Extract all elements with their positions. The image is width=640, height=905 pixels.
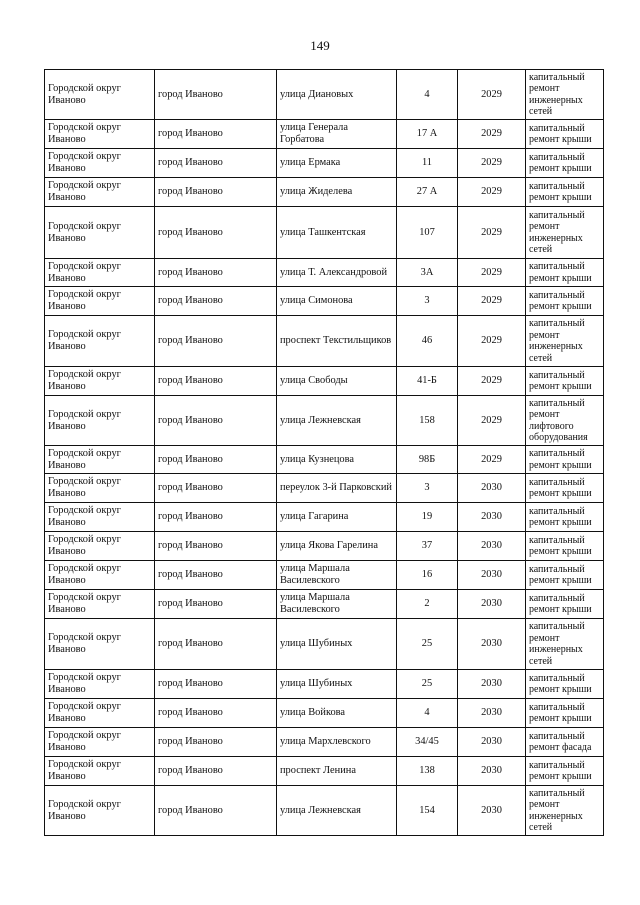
table-row: [45, 149, 604, 178]
street-cell: улица Лежневская: [277, 396, 397, 446]
district-cell: Городской округ Иваново: [45, 670, 155, 699]
table-row: [45, 786, 604, 836]
city-cell: город Иваново: [155, 178, 277, 207]
street-cell: улица Маршала Василевского: [277, 590, 397, 619]
street-cell: проспект Ленина: [277, 757, 397, 786]
year-cell: 2029: [458, 367, 526, 396]
district-cell: Городской округ Иваново: [45, 474, 155, 503]
street-cell: улица Мархлевского: [277, 728, 397, 757]
table-row: [45, 178, 604, 207]
district-cell: Городской округ Иваново: [45, 149, 155, 178]
district-cell: Городской округ Иваново: [45, 367, 155, 396]
house-number-cell: 25: [397, 619, 458, 670]
year-cell: 2029: [458, 178, 526, 207]
district-cell: Городской округ Иваново: [45, 728, 155, 757]
city-cell: город Иваново: [155, 70, 277, 120]
year-cell: 2029: [458, 316, 526, 367]
work-type-cell: капитальный ремонт инженерных сетей: [526, 316, 604, 367]
street-cell: улица Шубиных: [277, 670, 397, 699]
street-cell: улица Ермака: [277, 149, 397, 178]
city-cell: город Иваново: [155, 446, 277, 474]
year-cell: 2029: [458, 120, 526, 149]
city-cell: город Иваново: [155, 259, 277, 287]
street-cell: улица Маршала Василевского: [277, 561, 397, 590]
city-cell: город Иваново: [155, 670, 277, 699]
year-cell: 2029: [458, 287, 526, 316]
house-number-cell: 19: [397, 503, 458, 532]
work-type-cell: капитальный ремонт крыши: [526, 259, 604, 287]
district-cell: Городской округ Иваново: [45, 532, 155, 561]
table-row: [45, 259, 604, 287]
district-cell: Городской округ Иваново: [45, 259, 155, 287]
city-cell: город Иваново: [155, 149, 277, 178]
work-type-cell: капитальный ремонт крыши: [526, 474, 604, 503]
district-cell: Городской округ Иваново: [45, 446, 155, 474]
year-cell: 2030: [458, 561, 526, 590]
city-cell: город Иваново: [155, 120, 277, 149]
year-cell: 2030: [458, 786, 526, 836]
house-number-cell: 107: [397, 207, 458, 259]
house-number-cell: 138: [397, 757, 458, 786]
city-cell: город Иваново: [155, 474, 277, 503]
city-cell: город Иваново: [155, 396, 277, 446]
work-type-cell: капитальный ремонт крыши: [526, 446, 604, 474]
work-type-cell: капитальный ремонт крыши: [526, 503, 604, 532]
house-number-cell: 16: [397, 561, 458, 590]
table-row: [45, 590, 604, 619]
district-cell: Городской округ Иваново: [45, 70, 155, 120]
district-cell: Городской округ Иваново: [45, 207, 155, 259]
city-cell: город Иваново: [155, 590, 277, 619]
work-type-cell: капитальный ремонт крыши: [526, 120, 604, 149]
year-cell: 2030: [458, 670, 526, 699]
house-number-cell: 3А: [397, 259, 458, 287]
work-type-cell: капитальный ремонт крыши: [526, 178, 604, 207]
year-cell: 2029: [458, 70, 526, 120]
street-cell: улица Симонова: [277, 287, 397, 316]
district-cell: Городской округ Иваново: [45, 619, 155, 670]
page-number: 149: [310, 38, 330, 53]
street-cell: улица Жиделева: [277, 178, 397, 207]
year-cell: 2030: [458, 699, 526, 728]
city-cell: город Иваново: [155, 503, 277, 532]
work-type-cell: капитальный ремонт крыши: [526, 590, 604, 619]
work-type-cell: капитальный ремонт инженерных сетей: [526, 619, 604, 670]
street-cell: улица Войкова: [277, 699, 397, 728]
house-number-cell: 98Б: [397, 446, 458, 474]
city-cell: город Иваново: [155, 287, 277, 316]
city-cell: город Иваново: [155, 367, 277, 396]
work-type-cell: капитальный ремонт крыши: [526, 532, 604, 561]
table-row: [45, 367, 604, 396]
work-type-cell: капитальный ремонт крыши: [526, 561, 604, 590]
city-cell: город Иваново: [155, 619, 277, 670]
work-type-cell: капитальный ремонт инженерных сетей: [526, 786, 604, 836]
city-cell: город Иваново: [155, 757, 277, 786]
year-cell: 2029: [458, 446, 526, 474]
work-type-cell: капитальный ремонт инженерных сетей: [526, 70, 604, 120]
year-cell: 2029: [458, 207, 526, 259]
street-cell: улица Диановых: [277, 70, 397, 120]
street-cell: улица Кузнецова: [277, 446, 397, 474]
house-number-cell: 34/45: [397, 728, 458, 757]
street-cell: улица Ташкентская: [277, 207, 397, 259]
city-cell: город Иваново: [155, 532, 277, 561]
street-cell: улица Лежневская: [277, 786, 397, 836]
district-cell: Городской округ Иваново: [45, 699, 155, 728]
table-row: [45, 207, 604, 259]
house-number-cell: 4: [397, 699, 458, 728]
house-number-cell: 25: [397, 670, 458, 699]
table-row: [45, 70, 604, 120]
house-number-cell: 17 А: [397, 120, 458, 149]
district-cell: Городской округ Иваново: [45, 120, 155, 149]
year-cell: 2030: [458, 532, 526, 561]
table-row: [45, 446, 604, 474]
street-cell: переулок 3-й Парковский: [277, 474, 397, 503]
year-cell: 2030: [458, 619, 526, 670]
year-cell: 2030: [458, 590, 526, 619]
table-row: [45, 287, 604, 316]
table-row: [45, 699, 604, 728]
work-type-cell: капитальный ремонт крыши: [526, 287, 604, 316]
work-type-cell: капитальный ремонт инженерных сетей: [526, 207, 604, 259]
repair-schedule-table: [44, 69, 604, 836]
house-number-cell: 3: [397, 287, 458, 316]
house-number-cell: 46: [397, 316, 458, 367]
district-cell: Городской округ Иваново: [45, 178, 155, 207]
city-cell: город Иваново: [155, 561, 277, 590]
street-cell: улица Свободы: [277, 367, 397, 396]
year-cell: 2030: [458, 503, 526, 532]
district-cell: Городской округ Иваново: [45, 287, 155, 316]
district-cell: Городской округ Иваново: [45, 757, 155, 786]
table-row: [45, 757, 604, 786]
table-row: [45, 670, 604, 699]
table-row: [45, 503, 604, 532]
street-cell: улица Гагарина: [277, 503, 397, 532]
table-row: [45, 120, 604, 149]
house-number-cell: 37: [397, 532, 458, 561]
work-type-cell: капитальный ремонт крыши: [526, 757, 604, 786]
district-cell: Городской округ Иваново: [45, 561, 155, 590]
street-cell: улица Якова Гарелина: [277, 532, 397, 561]
work-type-cell: капитальный ремонт крыши: [526, 149, 604, 178]
year-cell: 2029: [458, 259, 526, 287]
district-cell: Городской округ Иваново: [45, 396, 155, 446]
house-number-cell: 154: [397, 786, 458, 836]
work-type-cell: капитальный ремонт крыши: [526, 699, 604, 728]
table-row: [45, 728, 604, 757]
district-cell: Городской округ Иваново: [45, 590, 155, 619]
table-row: [45, 619, 604, 670]
work-type-cell: капитальный ремонт крыши: [526, 670, 604, 699]
table-row: [45, 396, 604, 446]
year-cell: 2030: [458, 757, 526, 786]
house-number-cell: 2: [397, 590, 458, 619]
city-cell: город Иваново: [155, 699, 277, 728]
year-cell: 2029: [458, 396, 526, 446]
district-cell: Городской округ Иваново: [45, 316, 155, 367]
table-row: [45, 316, 604, 367]
year-cell: 2029: [458, 149, 526, 178]
house-number-cell: 41-Б: [397, 367, 458, 396]
work-type-cell: капитальный ремонт фасада: [526, 728, 604, 757]
city-cell: город Иваново: [155, 786, 277, 836]
table-row: [45, 532, 604, 561]
city-cell: город Иваново: [155, 728, 277, 757]
city-cell: город Иваново: [155, 316, 277, 367]
house-number-cell: 158: [397, 396, 458, 446]
work-type-cell: капитальный ремонт лифтового оборудования: [526, 396, 604, 446]
street-cell: улица Генерала Горбатова: [277, 120, 397, 149]
house-number-cell: 4: [397, 70, 458, 120]
district-cell: Городской округ Иваново: [45, 503, 155, 532]
street-cell: улица Шубиных: [277, 619, 397, 670]
house-number-cell: 3: [397, 474, 458, 503]
street-cell: улица Т. Александровой: [277, 259, 397, 287]
house-number-cell: 27 А: [397, 178, 458, 207]
house-number-cell: 11: [397, 149, 458, 178]
table-row: [45, 474, 604, 503]
district-cell: Городской округ Иваново: [45, 786, 155, 836]
year-cell: 2030: [458, 728, 526, 757]
city-cell: город Иваново: [155, 207, 277, 259]
street-cell: проспект Текстильщиков: [277, 316, 397, 367]
year-cell: 2030: [458, 474, 526, 503]
work-type-cell: капитальный ремонт крыши: [526, 367, 604, 396]
table-row: [45, 561, 604, 590]
